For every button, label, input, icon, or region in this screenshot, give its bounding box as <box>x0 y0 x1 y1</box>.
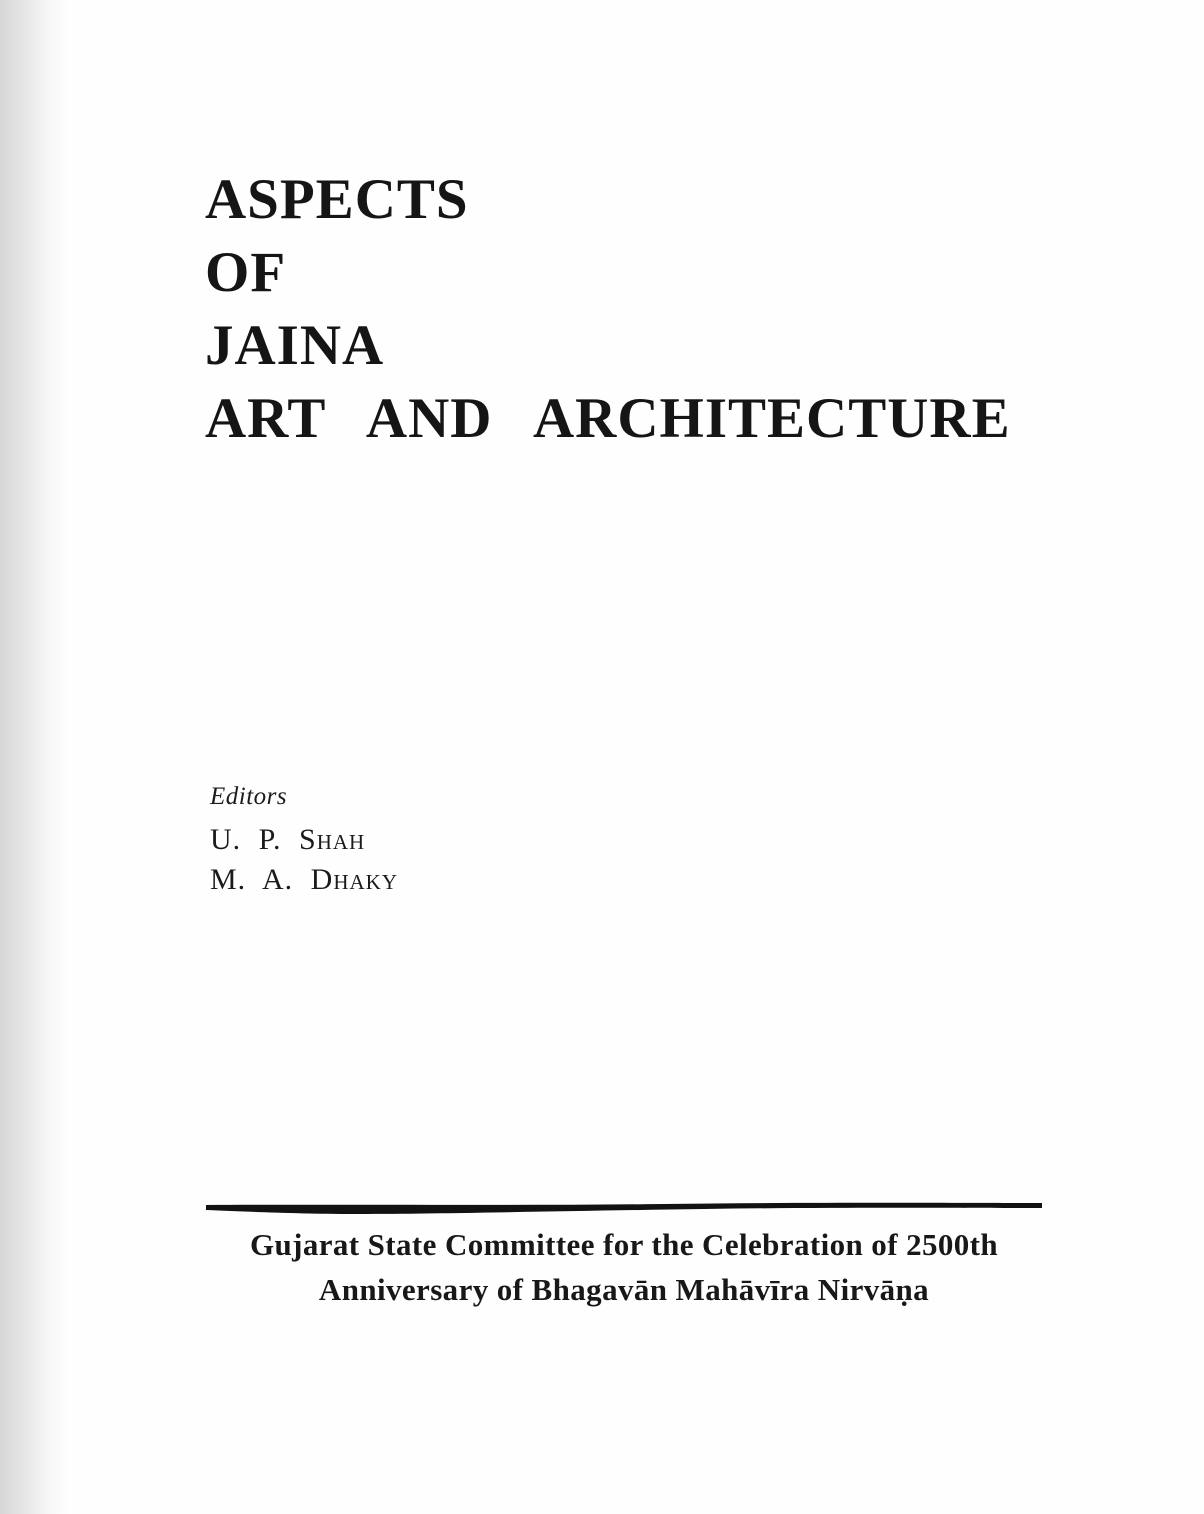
scan-binding-shadow <box>0 0 70 1514</box>
title-line-4: ART AND ARCHITECTURE <box>205 387 1011 450</box>
title-line-1: ASPECTS <box>205 168 469 231</box>
publisher-block <box>200 1200 1048 1312</box>
editors-heading: Editors <box>210 783 288 810</box>
book-title <box>205 163 1011 455</box>
editor-name-1: U. P. Shah <box>210 823 366 856</box>
editor-name-2: M. A. Dhaky <box>210 863 399 896</box>
title-line-2: OF <box>205 241 287 304</box>
horizontal-rule <box>204 1200 1044 1218</box>
publisher-line-1: Gujarat State Committee for the Celebration of 2500th <box>249 1227 999 1262</box>
title-line-3: JAINA <box>205 314 385 377</box>
editors-block <box>210 782 398 900</box>
publisher-line-2: Anniversary of Bhagavān Mahāvīra Nirvāṇa <box>318 1272 930 1307</box>
